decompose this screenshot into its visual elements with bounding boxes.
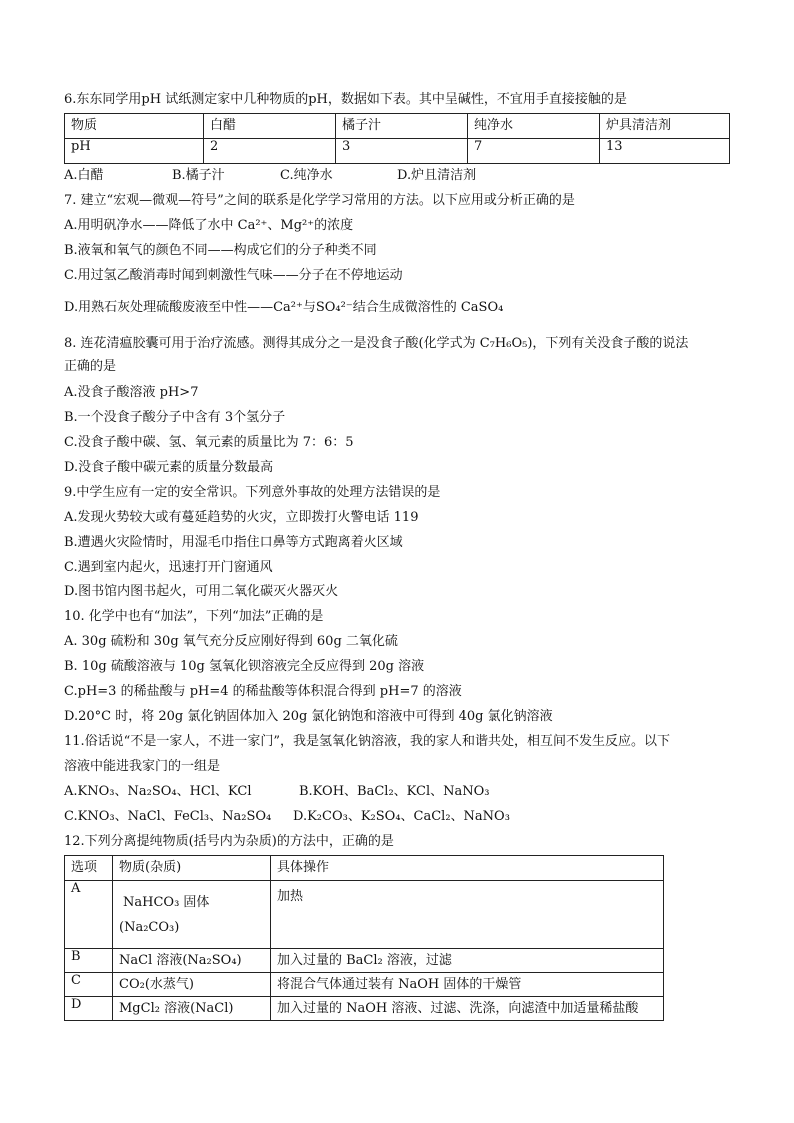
q10-stem: 10. 化学中也有“加法”，下列“加法”正确的是 (64, 609, 324, 624)
q7-option-d: D.用熟石灰处理硫酸废液至中性——Ca²⁺与SO₄²⁻结合生成微溶性的 CaSO₄ (64, 300, 504, 315)
q9-option-c: C.遇到室内起火，迅速打开门窗通风 (64, 560, 273, 575)
q6-header-cell: 橘子汁 (336, 114, 468, 139)
q12-header-row (65, 856, 664, 881)
q7-option-a: A.用明矾净水——降低了水中 Ca²⁺、Mg²⁺的浓度 (64, 218, 354, 233)
q11-option-d: D.K₂CO₃、K₂SO₄、CaCl₂、NaNO₃ (293, 809, 510, 824)
q6-value-cell: 2 (204, 139, 336, 164)
q12-substance-cell: MgCl₂ 溶液(NaCl) (113, 997, 271, 1021)
q6-table-value-row (65, 139, 730, 164)
q8-option-b: B.一个没食子酸分子中含有 3个氢分子 (64, 410, 286, 425)
q12-operation-cell: 将混合气体通过装有 NaOH 固体的干燥管 (271, 973, 664, 997)
q6-value-cell: 13 (600, 139, 730, 164)
q12-option-cell: B (65, 949, 113, 973)
q8-stem-line2: 正确的是 (64, 359, 117, 374)
q11-option-b: B.KOH、BaCl₂、KCl、NaNO₃ (299, 784, 490, 799)
q12-substance-cell: CO₂(水蒸气) (113, 973, 271, 997)
q11-stem-line1: 11.俗话说“不是一家人，不进一家门”，我是氢氧化钠溶液，我的家人和谐共处，相互间不发生反应。以下 (64, 734, 670, 749)
q11-stem-line2: 溶液中能进我家门的一组是 (64, 759, 221, 774)
q12-operation-cell: 加入过量的 BaCl₂ 溶液，过滤 (271, 949, 664, 973)
q10-option-d: D.20°C 时，将 20g 氯化钠固体加入 20g 氯化钠饱和溶液中可得到 40g 氯化钠溶液 (64, 709, 553, 724)
q12-stem: 12.下列分离提纯物质(括号内为杂质)的方法中，正确的是 (64, 834, 394, 849)
q12-header-cell: 物质(杂质) (113, 856, 271, 881)
q10-option-c: C.pH=3 的稀盐酸与 pH=4 的稀盐酸等体积混合得到 pH=7 的溶液 (64, 684, 462, 699)
q12-substance-cell: NaCl 溶液(Na₂SO₄) (113, 949, 271, 973)
q12-substance-a-line1: NaHCO₃ 固体 (123, 895, 210, 910)
q6-ph-table (64, 113, 730, 164)
q6-stem: 6.东东同学用pH 试纸测定家中几种物质的pH，数据如下表。其中呈碱性，不宜用手直接接触的是 (64, 92, 627, 107)
q8-stem-line1: 8. 连花清瘟胶囊可用于治疗流感。测得其成分之一是没食子酸(化学式为 C₇H₆O₅)，下列有关没食子酸的说法 (64, 336, 689, 351)
q12-row-a (65, 881, 664, 949)
q12-option-cell: A (65, 881, 113, 949)
q10-option-a: A. 30g 硫粉和 30g 氧气充分反应刚好得到 60g 二氧化硫 (64, 634, 398, 649)
q8-option-c: C.没食子酸中碳、氢、氧元素的质量比为 7：6：5 (64, 435, 354, 450)
q12-row-d (65, 997, 664, 1021)
q6-value-cell: 7 (468, 139, 600, 164)
q9-option-d: D.图书馆内图书起火，可用二氧化碳灭火器灭火 (64, 584, 339, 599)
q6-value-cell: pH (65, 139, 204, 164)
q12-operation-cell: 加热 (271, 881, 664, 949)
q6-header-cell: 纯净水 (468, 114, 600, 139)
q6-header-cell: 物质 (65, 114, 204, 139)
q12-substance-a-line2: (Na₂CO₃) (119, 920, 180, 935)
q12-method-table (64, 855, 664, 1021)
q6-option-c: C.纯净水 (280, 168, 333, 183)
q11-option-a: A.KNO₃、Na₂SO₄、HCl、KCl (64, 784, 252, 799)
q6-option-d: D.炉且清洁剂 (397, 168, 477, 183)
q12-row-b (65, 949, 664, 973)
q9-option-b: B.遭遇火灾险情时，用湿毛巾指住口鼻等方式跑离着火区域 (64, 535, 403, 550)
q11-option-c: C.KNO₃、NaCl、FeCl₃、Na₂SO₄ (64, 809, 272, 824)
q6-option-b: B.橘子汁 (172, 168, 225, 183)
q12-row-c (65, 973, 664, 997)
q6-option-a: A.白醋 (64, 168, 104, 183)
q12-substance-cell (113, 881, 271, 949)
q8-option-d: D.没食子酸中碳元素的质量分数最高 (64, 460, 274, 475)
q6-header-cell: 炉具清洁剂 (600, 114, 730, 139)
q10-option-b: B. 10g 硫酸溶液与 10g 氢氧化钡溶液完全反应得到 20g 溶液 (64, 659, 425, 674)
q12-operation-cell: 加入过量的 NaOH 溶液、过滤、洗涤，向滤渣中加适量稀盐酸 (271, 997, 664, 1021)
q8-option-a: A.没食子酸溶液 pH>7 (64, 385, 199, 400)
q12-option-cell: D (65, 997, 113, 1021)
q6-value-cell: 3 (336, 139, 468, 164)
q6-table-header-row (65, 114, 730, 139)
q12-option-cell: C (65, 973, 113, 997)
q9-option-a: A.发现火势较大或有蔓延趋势的火灾，立即拨打火警电话 119 (64, 510, 419, 525)
q6-header-cell: 白醋 (204, 114, 336, 139)
q9-stem: 9.中学生应有一定的安全常识。下列意外事故的处理方法错误的是 (64, 485, 441, 500)
q7-stem: 7. 建立“宏观—微观—符号”之间的联系是化学学习常用的方法。以下应用或分析正确的是 (64, 193, 575, 208)
q7-option-c: C.用过氢乙酸消毒时闻到刺激性气味——分子在不停地运动 (64, 268, 403, 283)
q12-header-cell: 具体操作 (271, 856, 664, 881)
q12-header-cell: 选项 (65, 856, 113, 881)
q7-option-b: B.液氧和氧气的颜色不同——构成它们的分子种类不同 (64, 243, 377, 258)
